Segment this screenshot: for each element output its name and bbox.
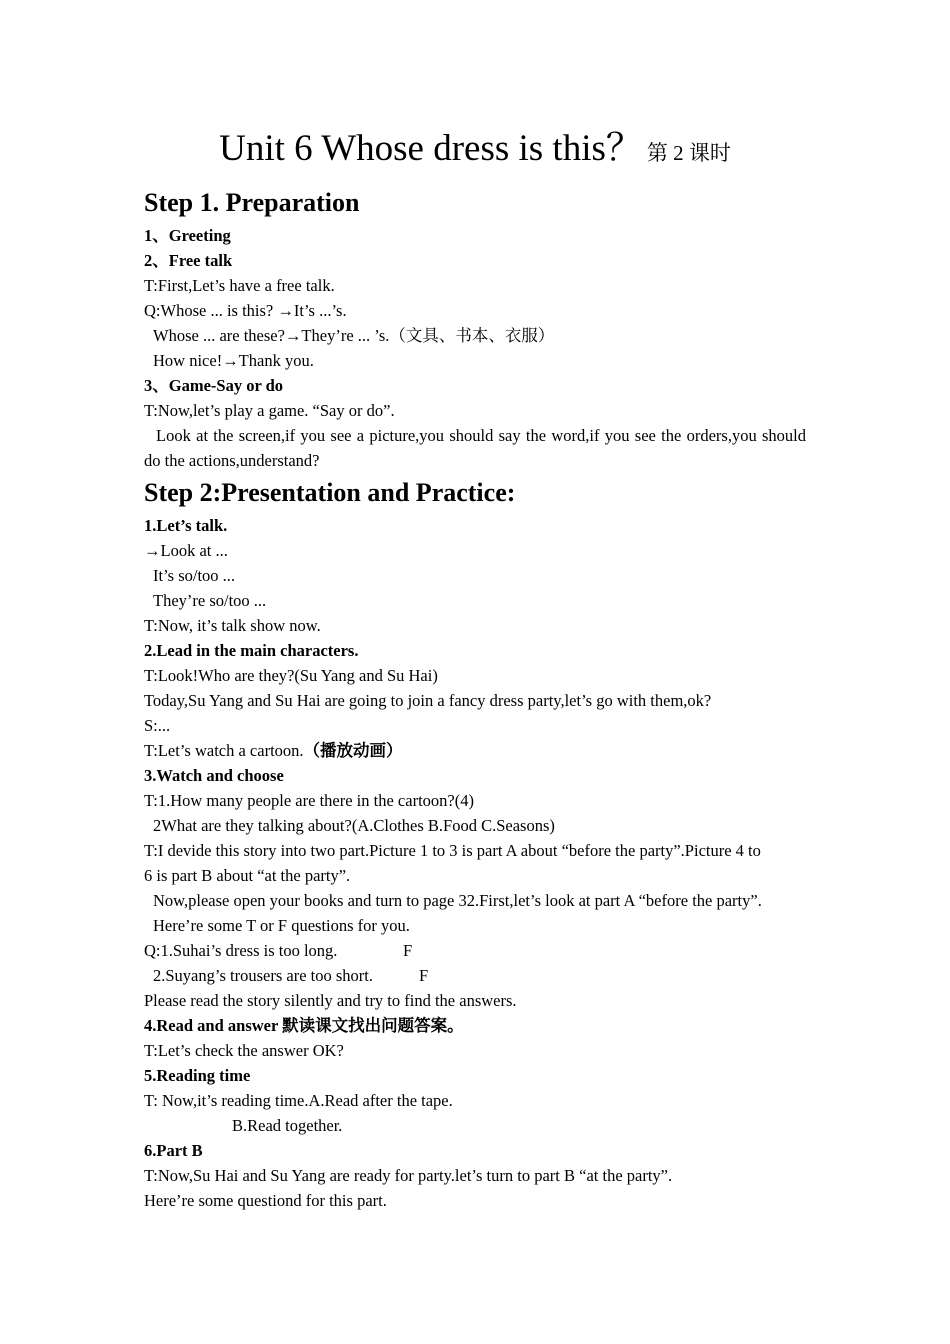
document-body (144, 126, 806, 1213)
section-heading: 4.Read and answer 默读课文找出问题答案。 (144, 1016, 464, 1035)
title-main: Unit 6 Whose dress is this？ (219, 128, 643, 169)
text-line: →Look at ... (144, 541, 228, 560)
question-text: 2.Suyang’s trousers are too short. (153, 966, 373, 985)
text-segment: T:Let’s watch a cartoon. (144, 741, 304, 760)
text-line: T:Look!Who are they?(Su Yang and Su Hai) (144, 666, 438, 685)
text-line: How nice!→Thank you. (153, 351, 314, 370)
text-line: Q:Whose ... is this? →It’s ...’s. (144, 301, 347, 320)
game-heading: 3、Game-Say or do (144, 376, 284, 395)
section-heading: 3.Watch and choose (144, 766, 284, 785)
text-line: Today,Su Yang and Su Hai are going to join a fancy dress party,let’s go with them,ok? (144, 691, 712, 710)
question-line (144, 963, 806, 988)
text-line: S:... (144, 716, 171, 735)
section-heading: 1.Let’s talk. (144, 516, 228, 535)
question-line (144, 938, 806, 963)
section-heading: 6.Part B (144, 1141, 203, 1160)
section-heading: 2.Lead in the main characters. (144, 641, 359, 660)
text-line (144, 738, 806, 763)
text-line: T:Let’s check the answer OK? (144, 1041, 344, 1060)
answer-text: F (403, 941, 413, 960)
text-line: T:Now,Su Hai and Su Yang are ready for party.let’s turn to part B “at the party”. (144, 1166, 673, 1185)
text-line: It’s so/too ... (153, 566, 236, 585)
text-line: B.Read together. (232, 1116, 343, 1135)
step2-heading: Step 2:Presentation and Practice: (144, 478, 516, 507)
step1-heading: Step 1. Preparation (144, 188, 360, 217)
text-line: Here’re some T or F questions for you. (153, 916, 410, 935)
text-segment-bold: （播放动画） (303, 741, 403, 760)
text-paragraph: Look at the screen,if you see a picture,you should say the word,if you see the orders,you should do the actions,understand? (144, 426, 806, 470)
text-line: T:1.How many people are there in the cartoon?(4) (144, 791, 474, 810)
text-line: T:Now, it’s talk show now. (144, 616, 321, 635)
text-line: T:First,Let’s have a free talk. (144, 276, 335, 295)
text-line: Now,please open your books and turn to page 32.First,let’s look at part A “before the party”. (153, 891, 762, 910)
answer-text: F (419, 966, 429, 985)
text-line: They’re so/too ... (153, 591, 267, 610)
greeting-heading: 1、Greeting (144, 226, 231, 245)
text-line: Here’re some questiond for this part. (144, 1191, 387, 1210)
text-line: Whose ... are these?→They’re ... ’s.（文具、书本、衣服） (153, 326, 555, 345)
section-heading: 5.Reading time (144, 1066, 251, 1085)
page-title (144, 126, 806, 179)
question-text: Q:1.Suhai’s dress is too long. (144, 941, 338, 960)
text-line: T:I devide this story into two part.Picture 1 to 3 is part A about “before the party”.Picture 4 to (144, 841, 761, 860)
title-sub: 第 2 课时 (646, 141, 731, 165)
text-line: 2What are they talking about?(A.Clothes B.Food C.Seasons) (153, 816, 555, 835)
text-line: T:Now,let’s play a game. “Say or do”. (144, 401, 395, 420)
free-talk-heading: 2、Free talk (144, 251, 233, 270)
text-line: T: Now,it’s reading time.A.Read after the tape. (144, 1091, 453, 1110)
text-line: Please read the story silently and try to find the answers. (144, 991, 517, 1010)
text-line: 6 is part B about “at the party”. (144, 866, 351, 885)
